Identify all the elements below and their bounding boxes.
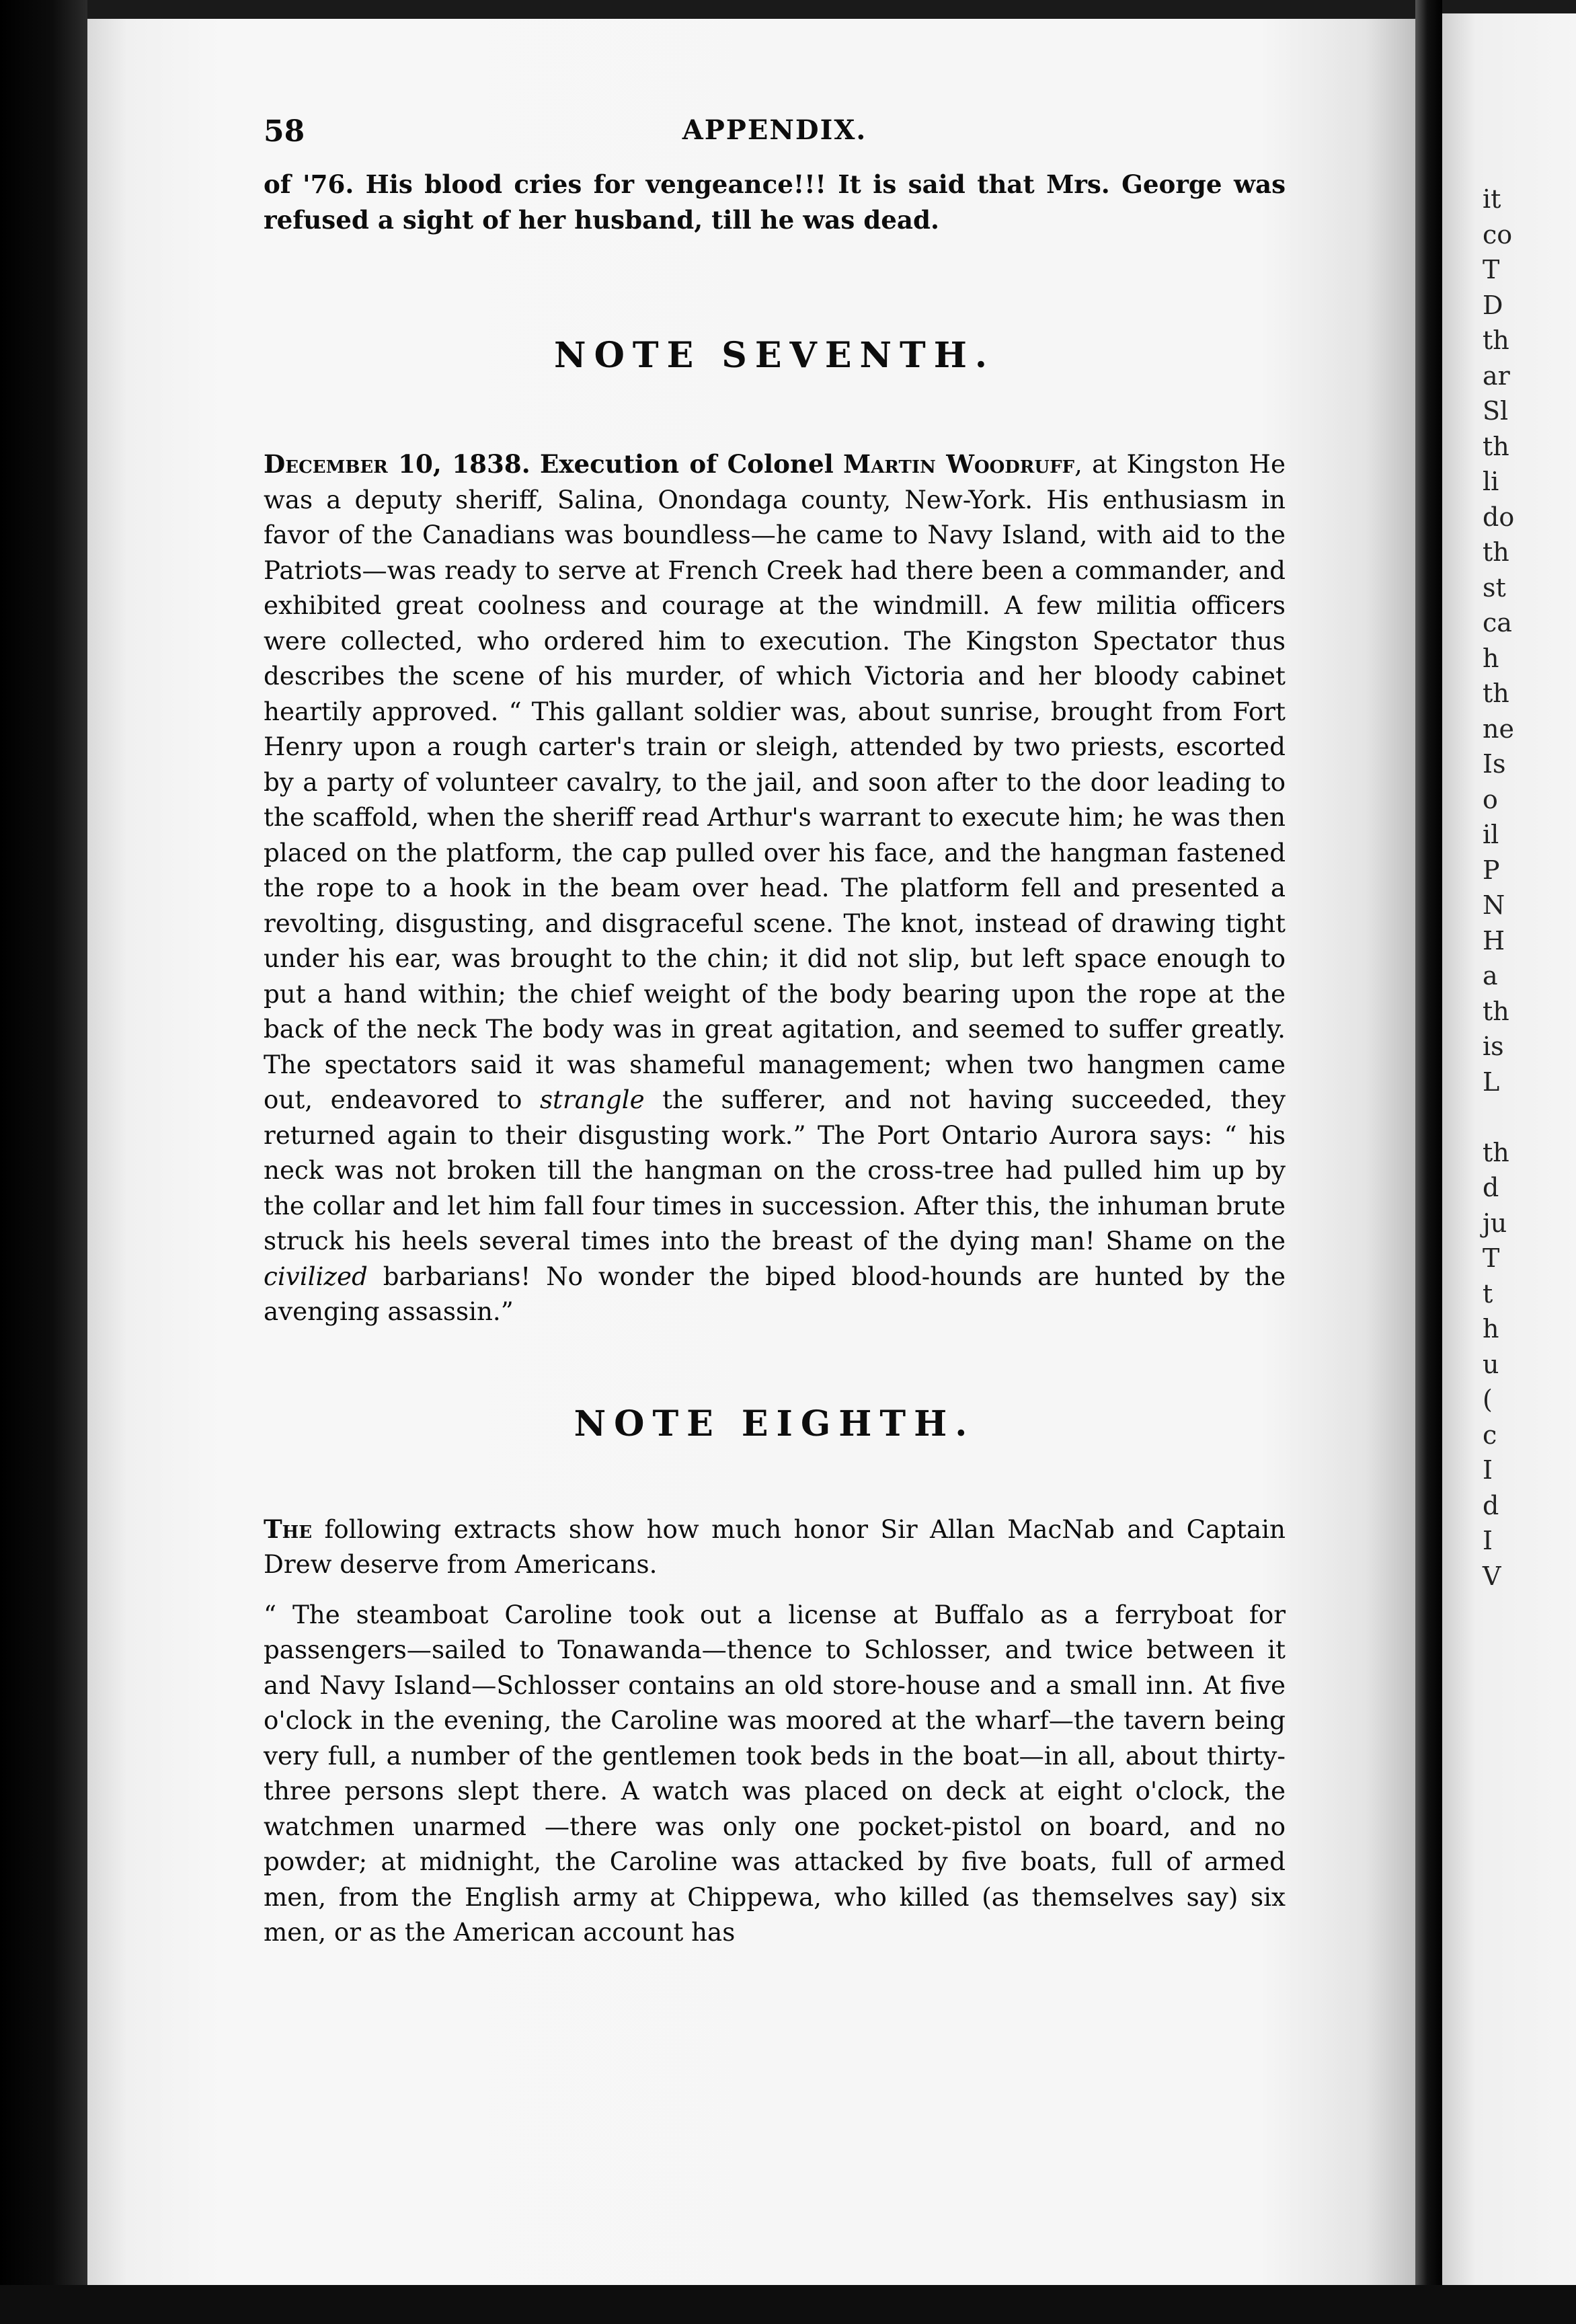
intro-b: , at Kingston He was a deputy sheriff, Salina, Onondaga county, New-York. His enthusiasm in favor of the Canadians was boundless—he came to Navy Island, with aid to the Patriots—was ready to serve at French Creek had there been a commander, and exhibited great coolness and courage at the windmill. A few militia officers were collected, who ordered him to execution. The Kingston Spectator thus describes the scene of his murder, of which Victoria and her bloody cabinet heartily approved. “ This gallant soldier was, about sunrise, brought from Fort Henry upon a rough carter's train or sleigh, attended by two priests, escorted by a party of volunteer cavalry, to the jail, and soon after to the door leading to the scaffold, when the sheriff read Arthur's warrant to execute him; he was then placed on the platform, the cap pulled over his face, and the hangman fastened the rope to a hook in the beam over head. The platform fell and presented a revolting, disgusting, and disgraceful scene. The knot, instead of drawing tight under his ear, was brought to the chin; it did not slip, but left space enough to put a hand within; the chief weight of the body bearing upon the rope at the back of the neck The body was in great agitation, and seemed to suffer greatly. The spectators said it was shameful management; when two hangmen came out, endeavored to: [264, 449, 1286, 1114]
note-eighth-heading: NOTE EIGHTH.: [574, 1403, 976, 1444]
facing-page-fragment: is: [1483, 1032, 1504, 1061]
facing-page-fragment: th: [1483, 1137, 1509, 1167]
facing-page-fragment: it: [1483, 184, 1501, 214]
facing-page-fragment: o: [1483, 784, 1498, 814]
emphasis-strangle: strangle: [539, 1085, 645, 1114]
facing-page-fragment: ar: [1483, 360, 1510, 391]
facing-page-fragment: li: [1483, 467, 1499, 496]
facing-page-fragment: V: [1483, 1561, 1501, 1591]
facing-page-fragment: st: [1483, 572, 1506, 603]
note-seventh-paragraph: [264, 447, 1286, 1329]
facing-page-fragment: th: [1483, 537, 1509, 567]
facing-page-fragment: Is: [1483, 749, 1506, 779]
intro-d: barbarians! No wonder the biped blood-hounds are hunted by the avenging assassin.”: [264, 1261, 1286, 1326]
running-head: [264, 114, 1286, 161]
book-left-edge: [0, 0, 87, 2324]
facing-page-fragment: c: [1483, 1420, 1497, 1450]
facing-page-fragment: ne: [1483, 713, 1514, 744]
page-content: [264, 114, 1286, 1950]
facing-page-fragment: L: [1483, 1067, 1500, 1097]
note-eighth-lead: The: [264, 1514, 313, 1544]
facing-page-fragment: do: [1483, 502, 1515, 532]
facing-page-fragment: D: [1483, 290, 1503, 320]
facing-page-fragment: th: [1483, 431, 1509, 461]
facing-page-fragment: d: [1483, 1173, 1499, 1202]
date-lead: December 10, 1838.: [264, 449, 530, 479]
facing-page-fragment: h: [1483, 643, 1499, 673]
facing-page-fragment: u: [1483, 1349, 1499, 1379]
facing-page-fragment: t: [1483, 1278, 1493, 1309]
running-title: APPENDIX.: [682, 114, 867, 146]
facing-page-fragment: th: [1483, 325, 1509, 355]
facing-page-fragment: il: [1483, 820, 1499, 849]
colonel-name: Martin Woodruff: [843, 449, 1074, 479]
facing-page-fragment: d: [1483, 1490, 1499, 1520]
page-number: 58: [264, 114, 305, 149]
facing-page-fragment: h: [1483, 1314, 1499, 1344]
facing-page-fragment: co: [1483, 219, 1513, 249]
facing-page-fragment: T: [1483, 255, 1500, 284]
facing-page-fragment: (: [1483, 1385, 1493, 1414]
book-gutter: [1415, 0, 1442, 2324]
facing-page-fragment: H: [1483, 925, 1505, 956]
facing-page-fragment: P: [1483, 855, 1500, 885]
note-eighth-intro: [264, 1512, 1286, 1582]
facing-page-fragment: N: [1483, 890, 1505, 920]
intro-c: the sufferer, and not having succeeded, they returned again to their disgusting work.” The Port Ontario Aurora says: “ his neck was not broken till the hangman on the cross-tree had pulled him up by the collar and let him fall four times in succession. After this, the inhuman brute struck his heels several times into the breast of the dying man! Shame on the: [264, 1085, 1286, 1255]
continuation-paragraph: of '76. His blood cries for vengeance!!! It is said that Mrs. George was refused a sight of her husband, till he was dead.: [264, 169, 1286, 235]
intro-a: Execution of Colonel: [539, 449, 834, 479]
facing-page-fragment: a: [1483, 961, 1498, 991]
scan-bottom-band: [0, 2285, 1576, 2324]
facing-page-fragment: ju: [1483, 1208, 1507, 1238]
facing-page-fragment: th: [1483, 679, 1509, 708]
facing-page-fragment: I: [1483, 1455, 1493, 1485]
note-eighth-quote: “ The steamboat Caroline took out a license at Buffalo as a ferryboat for passengers—sailed to Tonawanda—thence to Schlosser, and twice between it and Navy Island—Schlosser contains an old store-house and a small inn. At five o'clock in the evening, the Caroline was moored at the wharf—the tavern being very full, a number of the gentlemen took beds in the boat—in all, about thirty-three persons slept there. A watch was placed on deck at eight o'clock, the watchmen unarmed —there was only one pocket-pistol on board, and no powder; at midnight, the Caroline was attacked by five boats, full of armed men, from the English army at Chippewa, who killed (as themselves say) six men, or as the American account has: [264, 1599, 1286, 1947]
note-eighth-para1: following extracts show how much honor Sir Allan MacNab and Captain Drew deserve from Americans.: [264, 1514, 1286, 1579]
note-seventh-heading: NOTE SEVENTH.: [554, 335, 995, 376]
facing-page-fragment: th: [1483, 996, 1509, 1026]
facing-page-fragment: I: [1483, 1526, 1493, 1555]
facing-page-fragment: ca: [1483, 608, 1512, 637]
facing-page-fragment: T: [1483, 1243, 1500, 1273]
emphasis-civilized: civilized: [264, 1261, 368, 1291]
facing-page-fragment: Sl: [1483, 396, 1509, 426]
